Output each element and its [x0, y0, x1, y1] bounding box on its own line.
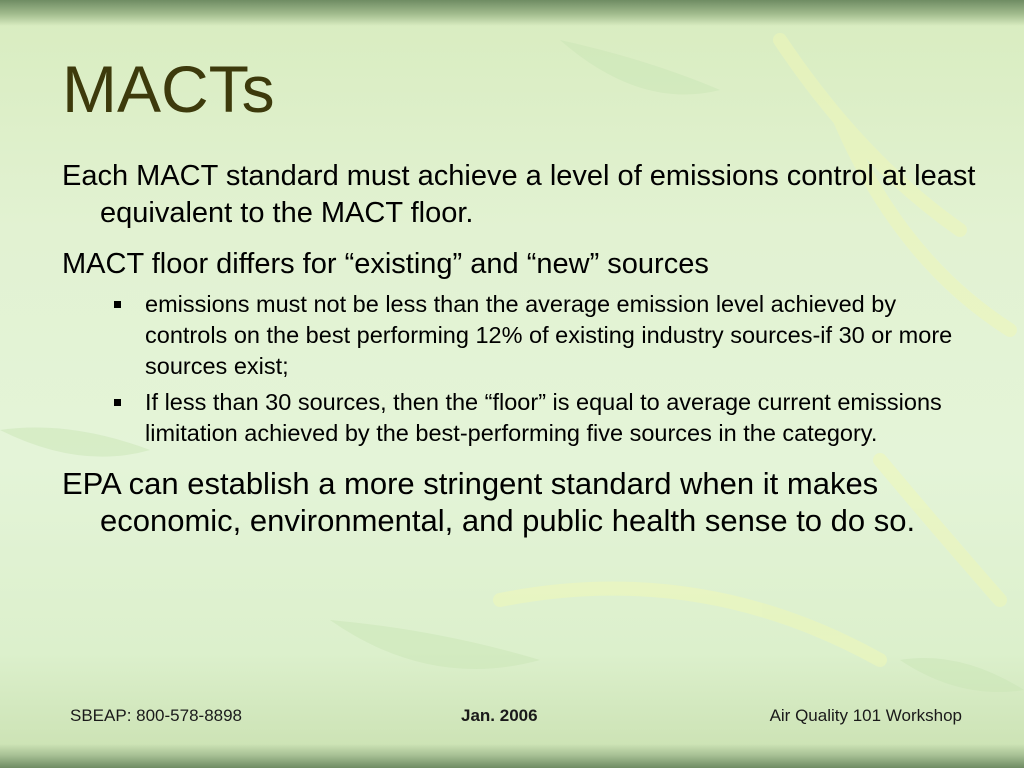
slide-title: MACTs — [62, 52, 275, 126]
point-stringent-standard: EPA can establish a more stringent standard when it makes economic, environmental, and public health sense to do so. — [62, 466, 916, 538]
footer-phone: SBEAP: 800-578-8898 — [70, 706, 243, 725]
footer-workshop: Air Quality 101 Workshop — [769, 706, 962, 725]
slide-body — [62, 158, 982, 539]
sub-bullet-fewer-sources — [145, 387, 982, 449]
footer-date: Jan. 2006 — [461, 706, 538, 725]
slide-footer — [0, 706, 1024, 730]
point-mact-floor-requirement: Each MACT standard must achieve a level of emissions control at least equivalent to the MACT floor. — [62, 160, 976, 229]
bottom-border-band — [0, 744, 1024, 768]
sub-bullet-existing-sources — [145, 289, 982, 382]
point-floor-differs: MACT floor differs for “existing” and “new” sources — [62, 248, 709, 280]
square-bullet-icon — [114, 301, 121, 308]
square-bullet-icon — [114, 399, 121, 406]
sub-bullet-text: If less than 30 sources, then the “floor” is equal to average current emissions limitation achieved by the best-performing five sources in the category. — [145, 389, 942, 446]
sub-bullet-text: emissions must not be less than the average emission level achieved by controls on the best performing 12% of existing industry sources-if 30 or more sources exist; — [145, 291, 953, 379]
sub-bullet-list — [62, 289, 982, 449]
